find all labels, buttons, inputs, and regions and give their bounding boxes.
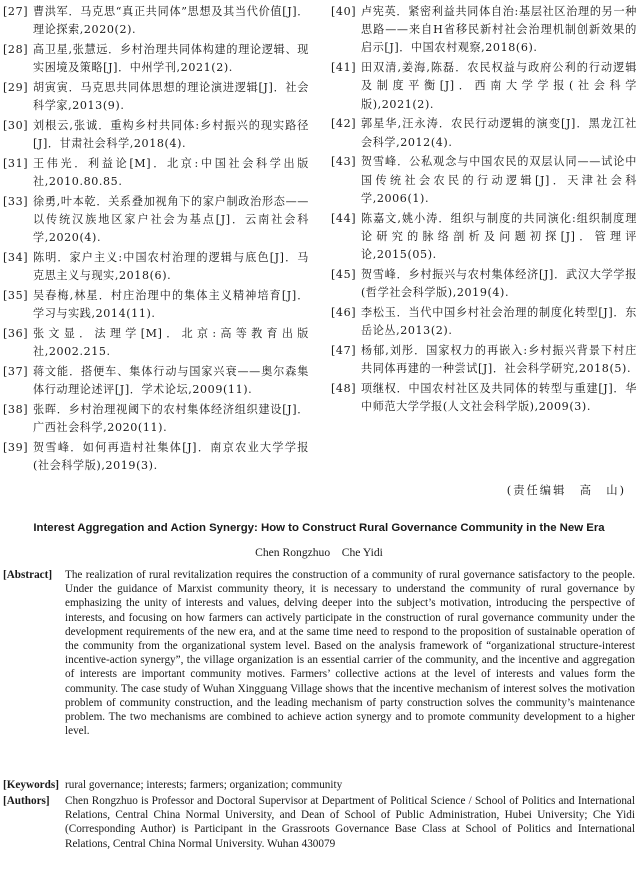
reference-item [331, 3, 637, 58]
reference-item [331, 210, 637, 265]
reference-item [3, 41, 309, 77]
reference-number: [36] [3, 327, 29, 341]
keywords-text: rural governance; interests; farmers; organization; community [65, 779, 343, 791]
english-authors: Chen Rongzhuo Che Yidi [255, 546, 383, 559]
reference-text: 陈明．家户主义:中国农村治理的逻辑与底色[J]．马克思主义与现实,2018(6). [33, 251, 309, 283]
reference-number: [30] [3, 119, 29, 132]
keywords-label: [Keywords] [3, 779, 59, 791]
reference-item [3, 363, 309, 399]
reference-number: [31] [3, 157, 29, 170]
reference-item [3, 401, 309, 437]
reference-number: [34] [3, 251, 29, 265]
reference-item [3, 325, 309, 361]
references-section [3, 3, 635, 508]
references-left-column [3, 3, 309, 477]
reference-number: [44] [331, 211, 357, 225]
reference-item [331, 266, 637, 302]
reference-text: 徐勇,叶本乾．关系叠加视角下的家户制政治形态——以传统汉族地区家户社会为基点[J]．云南社会科学,2020(4). [33, 195, 309, 245]
abstract-block [3, 568, 635, 738]
responsible-editor-note: (责任编辑 高 山) [506, 484, 626, 497]
reference-item [331, 59, 637, 114]
reference-number: [37] [3, 365, 29, 379]
reference-item [3, 439, 309, 475]
reference-text: 贺雪峰．公私观念与中国农民的双层认同——试论中国传统社会农民的行动逻辑[J]．天津社会科学,2006(1). [361, 155, 637, 205]
reference-text: 李松玉．当代中国乡村社会治理的制度化转型[J]．东岳论丛,2013(2). [361, 305, 637, 338]
reference-item [331, 115, 637, 151]
reference-text: 曹洪军．马克思“真正共同体”思想及其当代价值[J]．理论探索,2020(2). [33, 5, 309, 37]
reference-text: 卢宪英．紧密利益共同体自治:基层社区治理的另一种思路——来自H省移民新村社会治理机制创新效果的启示[J]．中国农村观察,2018(6). [361, 5, 637, 55]
reference-item [3, 3, 309, 39]
reference-text: 贺雪峰．如何再造村社集体[J]．南京农业大学学报(社会科学版),2019(3). [33, 441, 309, 473]
reference-number: [35] [3, 289, 29, 303]
reference-text: 蒋文能．搭便车、集体行动与国家兴衰——奥尔森集体行动理论述评[J]．学术论坛,2009(11). [33, 365, 309, 397]
authors-label: [Authors] [3, 795, 50, 807]
reference-item [331, 304, 637, 340]
reference-number: [48] [331, 381, 357, 395]
references-right-column [331, 3, 637, 418]
authors-text: Chen Rongzhuo is Professor and Doctoral Supervisor at Department of Political Science / School of Politics and International Relations, Central China Normal University, and Dean of School of Public Administration, Hubei University; Che Yidi (Corresponding Author) is Participant in the Grassroots Governance Base Class at School of Politics and International Relations, Central China Normal University. Wuhan 430079 [65, 795, 635, 850]
reference-item [331, 380, 637, 416]
reference-number: [29] [3, 81, 29, 94]
reference-text: 项继权．中国农村社区及共同体的转型与重建[J]．华中师范大学学报(人文社会科学版),2009(3). [361, 381, 637, 414]
reference-text: 张文显．法理学[M]．北京:高等教育出版社,2002.215. [33, 327, 309, 359]
reference-number: [27] [3, 5, 29, 18]
reference-number: [41] [331, 61, 357, 75]
reference-number: [40] [331, 5, 357, 18]
reference-number: [28] [3, 43, 29, 56]
reference-number: [33] [3, 195, 29, 208]
reference-number: [42] [331, 117, 357, 131]
reference-text: 张晖．乡村治理视阈下的农村集体经济组织建设[J]．广西社会科学,2020(11). [33, 403, 309, 435]
reference-text: 吴春梅,林星．村庄治理中的集体主义精神培育[J]．学习与实践,2014(11). [33, 289, 309, 321]
reference-text: 杨郁,刘彤．国家权力的再嵌入:乡村振兴背景下村庄共同体再建的一种尝试[J]．社会科学研究,2018(5). [361, 343, 637, 376]
reference-number: [38] [3, 403, 29, 417]
reference-number: [43] [331, 155, 357, 169]
english-title: Interest Aggregation and Action Synergy: How to Construct Rural Governance Community in the New Era [33, 522, 605, 534]
reference-text: 高卫星,张慧远．乡村治理共同体构建的理论逻辑、现实困境及策略[J]．中州学刊,2021(2). [33, 43, 309, 75]
abstract-label: [Abstract] [3, 569, 53, 581]
keywords-block [3, 778, 635, 792]
reference-text: 贺雪峰．乡村振兴与农村集体经济[J]．武汉大学学报(哲学社会科学版),2019(4). [361, 267, 637, 300]
reference-number: [45] [331, 267, 357, 281]
reference-text: 王伟光．利益论[M]．北京:中国社会科学出版社,2010.80.85. [33, 157, 309, 189]
reference-item [3, 193, 309, 248]
reference-item [331, 342, 637, 378]
reference-item [3, 249, 309, 285]
reference-text: 胡寅寅．马克思共同体思想的理论演进逻辑[J]．社会科学家,2013(9). [33, 81, 309, 113]
reference-item [3, 287, 309, 323]
reference-item [3, 155, 309, 191]
reference-text: 田双清,姜海,陈磊．农民权益与政府公利的行动逻辑及制度平衡[J]．西南大学学报(社会科学版),2021(2). [361, 61, 637, 111]
abstract-text: The realization of rural revitalization requires the construction of a community of rural governance satisfactory to the people. Under the guidance of Marxist community theory, it is necessary to understand the community of rural governance by emphasizing the unity of interests and values, delving deeper into the subject’s motivation, introducing the perspective of interests, and focusing on how farmers can actively participate in the construction of rural governance community under the development requirements of the new era, and at the same time need to respond to the proposition of sustainable operation of the community from the organizational system level. Based on the analysis framework of “organizational structure-interest incentive-action synergy”, the village organization is an essential carrier of the community, and the incentive and aggregation of interests are important community motives. Farmers’ collective actions at the level of interests and values form the community. The case study of Wuhan Xingguang Village shows that the incentive mechanism of interest solves the motivation problem of community construction, and the leading mechanism of party construction solves the community’s maintenance problem. The two mechanisms are combined to achieve action synergy and to promote community development to a higher level. [65, 569, 635, 738]
reference-number: [46] [331, 305, 357, 319]
reference-item [331, 153, 637, 208]
reference-item [3, 117, 309, 153]
reference-number: [47] [331, 343, 357, 357]
reference-item [3, 79, 309, 115]
reference-number: [39] [3, 441, 29, 455]
reference-text: 郭星华,汪永涛．农民行动逻辑的演变[J]．黑龙江社会科学,2012(4). [361, 117, 637, 149]
authors-block [3, 794, 635, 851]
reference-text: 陈嘉文,姚小涛．组织与制度的共同演化:组织制度理论研究的脉络剖析及问题初探[J]．管理评论,2015(05). [361, 211, 637, 262]
reference-text: 刘根云,张诚．重构乡村共同体:乡村振兴的现实路径[J]．甘肃社会科学,2018(4). [33, 119, 309, 151]
